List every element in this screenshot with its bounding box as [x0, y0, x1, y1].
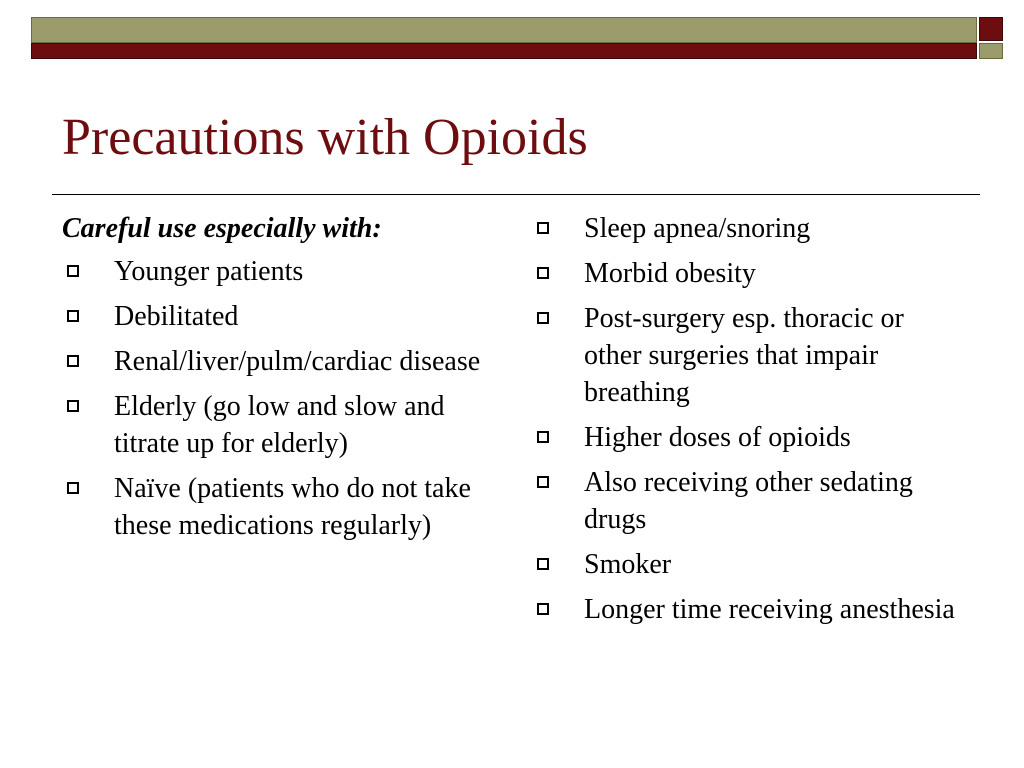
- square-bullet-icon: [537, 312, 549, 324]
- left-column: [62, 210, 502, 552]
- square-bullet-icon: [537, 558, 549, 570]
- square-bullet-icon: [537, 476, 549, 488]
- header-maroon-bar: [31, 43, 977, 59]
- list-item: [532, 464, 962, 538]
- list-item: [532, 546, 962, 583]
- square-bullet-icon: [537, 603, 549, 615]
- header-olive-bar: [31, 17, 977, 43]
- list-item: [532, 591, 962, 628]
- list-item: [62, 470, 502, 544]
- square-bullet-icon: [537, 222, 549, 234]
- list-item-text: Also receiving other sedating drugs: [584, 467, 913, 535]
- left-bullet-list: [62, 253, 502, 544]
- list-item: [532, 255, 962, 292]
- title-divider: [52, 194, 980, 195]
- right-bullet-list: [532, 210, 962, 628]
- list-item: [62, 343, 502, 380]
- square-bullet-icon: [67, 355, 79, 367]
- header-maroon-square: [979, 17, 1003, 41]
- square-bullet-icon: [67, 400, 79, 412]
- list-item: [62, 298, 502, 335]
- left-column-heading: Careful use especially with:: [62, 213, 382, 244]
- list-item-text: Naïve (patients who do not take these medications regularly): [114, 473, 471, 541]
- slide-title: Precautions with Opioids: [62, 109, 588, 166]
- square-bullet-icon: [537, 431, 549, 443]
- list-item-text: Debilitated: [114, 301, 239, 332]
- list-item-text: Renal/liver/pulm/cardiac disease: [114, 346, 481, 377]
- list-item: [62, 253, 502, 290]
- header-olive-square: [979, 43, 1003, 59]
- list-item: [532, 419, 962, 456]
- list-item-text: Longer time receiving anesthesia: [584, 594, 955, 625]
- square-bullet-icon: [537, 267, 549, 279]
- list-item-text: Morbid obesity: [584, 258, 756, 289]
- right-column: [532, 210, 962, 636]
- square-bullet-icon: [67, 310, 79, 322]
- list-item-text: Post-surgery esp. thoracic or other surgeries that impair breathing: [584, 303, 904, 408]
- square-bullet-icon: [67, 265, 79, 277]
- square-bullet-icon: [67, 482, 79, 494]
- list-item-text: Younger patients: [114, 256, 304, 287]
- list-item: [532, 300, 962, 411]
- list-item-text: Higher doses of opioids: [584, 422, 851, 453]
- list-item-text: Elderly (go low and slow and titrate up for elderly): [114, 391, 445, 459]
- list-item: [62, 388, 502, 462]
- list-item-text: Sleep apnea/snoring: [584, 213, 811, 244]
- list-item: [532, 210, 962, 247]
- list-item-text: Smoker: [584, 549, 672, 580]
